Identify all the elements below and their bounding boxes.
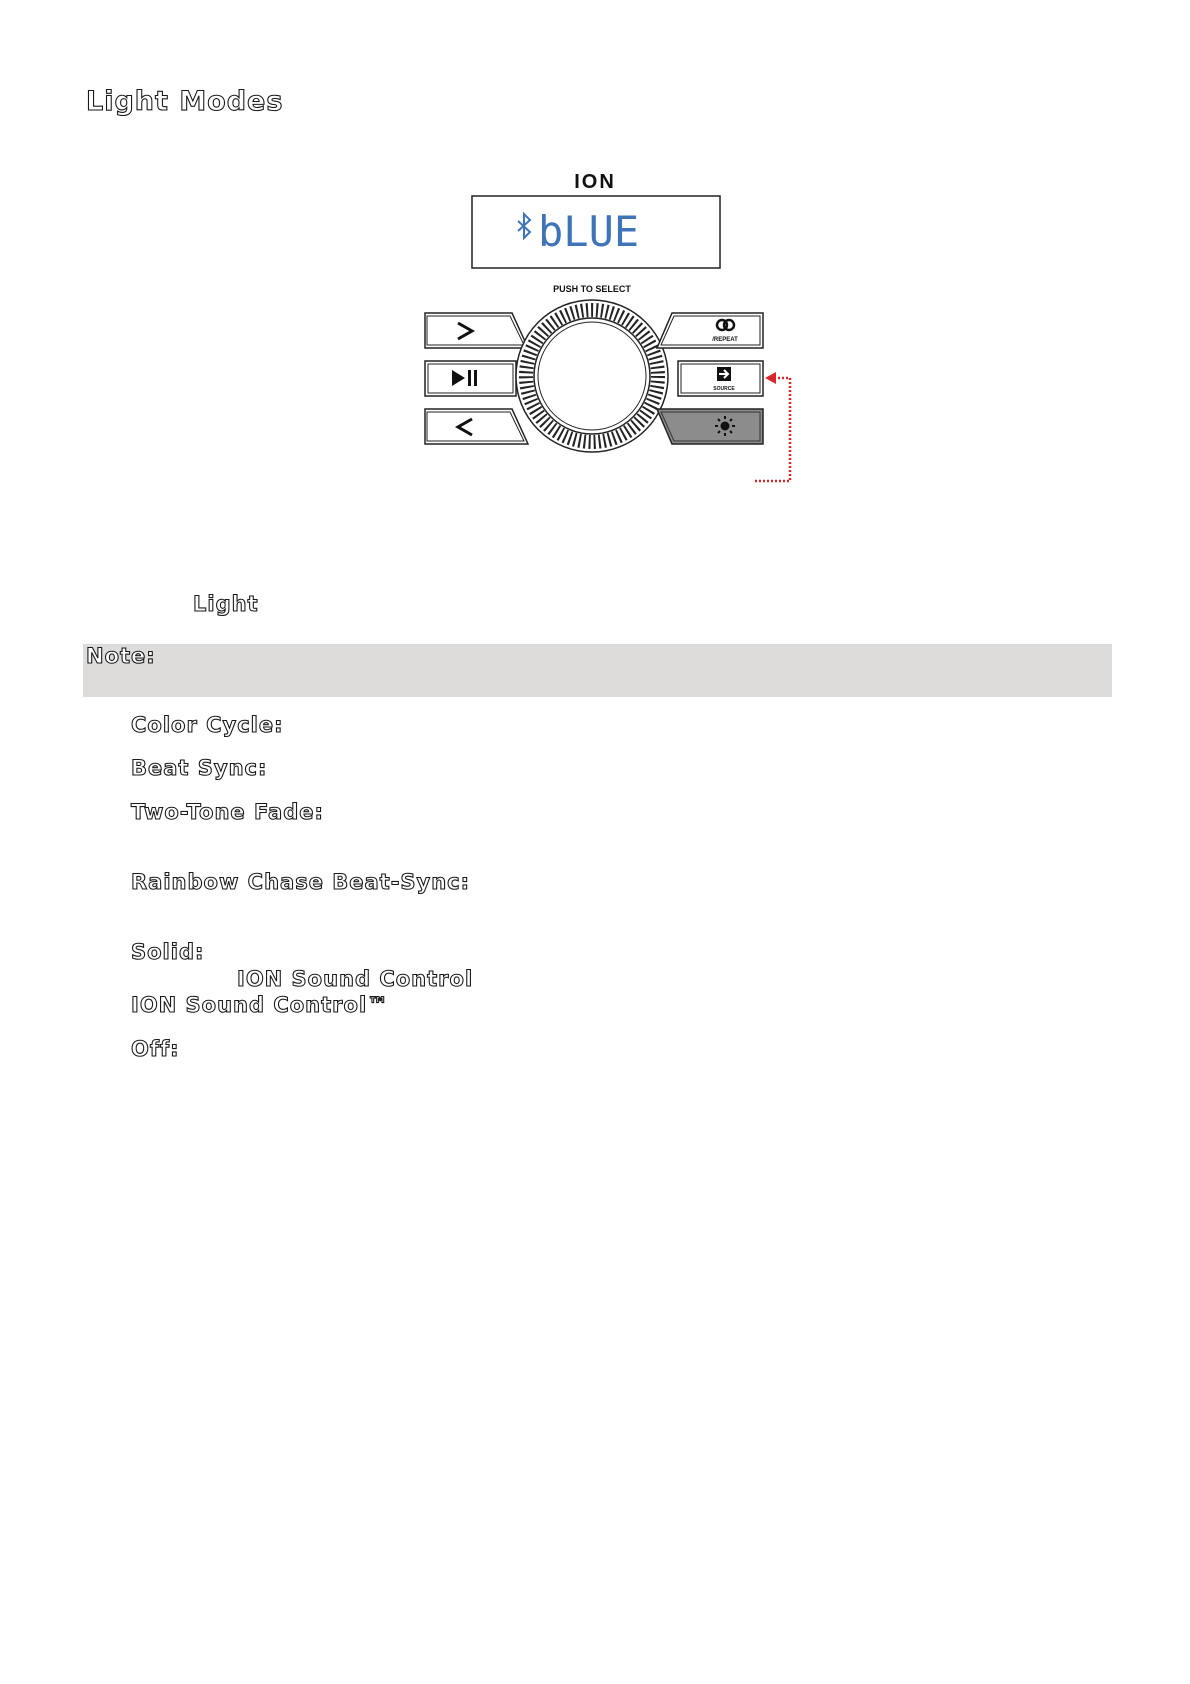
display-text: bLUE	[538, 207, 640, 256]
sound-control-brand: ION Sound Control™	[131, 993, 390, 1017]
mode-rainbow-chase: Rainbow Chase Beat-Sync:	[131, 870, 471, 894]
svg-text:/REPEAT: /REPEAT	[712, 337, 738, 343]
light-button[interactable]	[657, 409, 763, 444]
control-panel-diagram	[420, 168, 820, 488]
previous-button[interactable]	[425, 409, 528, 444]
mode-off: Off:	[131, 1037, 180, 1061]
mode-beat-sync: Beat Sync:	[131, 756, 268, 780]
note-label: Note:	[86, 644, 156, 668]
mode-two-tone-fade: Two-Tone Fade:	[131, 800, 324, 824]
source-button[interactable]	[678, 361, 763, 396]
sound-control-text: ION Sound Control	[237, 967, 474, 991]
knob-label: PUSH TO SELECT	[553, 284, 631, 294]
note-box	[83, 644, 1112, 697]
page-title: Light Modes	[86, 86, 284, 117]
play-pause-button[interactable]	[425, 361, 516, 396]
light-icon	[715, 416, 735, 436]
repeat-button[interactable]	[657, 313, 763, 348]
svg-text:SOURCE: SOURCE	[713, 386, 735, 392]
select-knob[interactable]	[516, 300, 668, 452]
arrow-head-icon	[765, 372, 776, 384]
mode-color-cycle: Color Cycle:	[131, 713, 284, 737]
next-button[interactable]	[425, 313, 528, 348]
mode-solid: Solid:	[131, 940, 205, 964]
light-label: Light	[193, 592, 259, 616]
ion-logo: ION	[574, 171, 616, 193]
